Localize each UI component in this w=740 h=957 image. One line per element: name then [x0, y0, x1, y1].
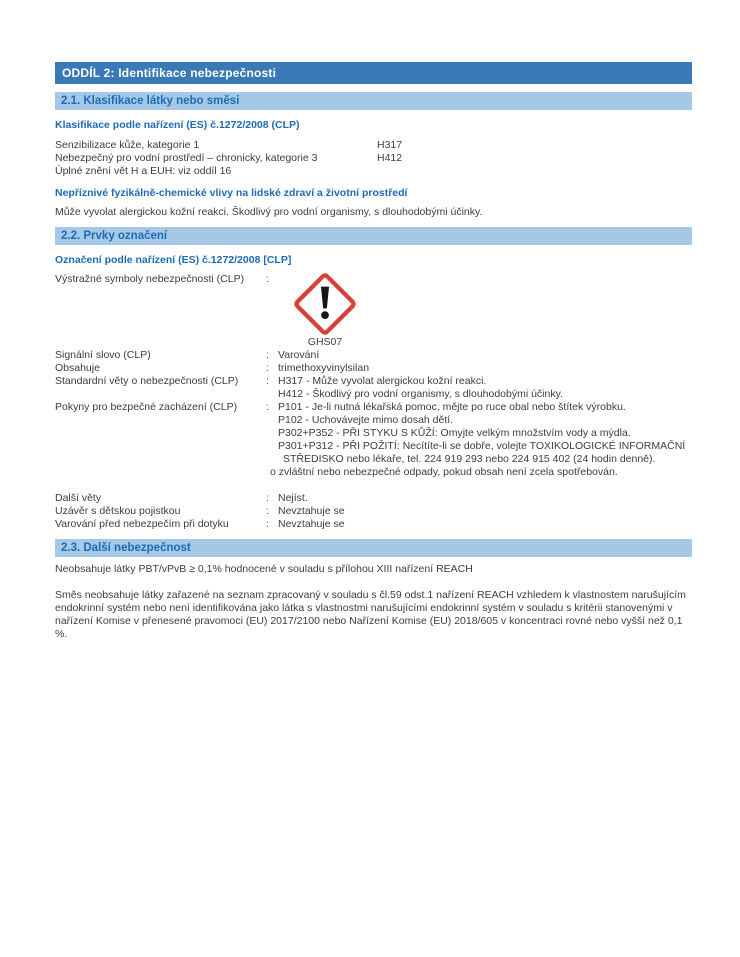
hazard-code: H412	[377, 152, 403, 164]
row-value: Varování	[278, 349, 320, 361]
pictogram-caption: GHS07	[307, 336, 343, 348]
row-label: Výstražné symboly nebezpečnosti (CLP)	[55, 273, 245, 285]
kv-row-other-phrases: Další věty : Nejíst.	[55, 492, 692, 505]
row-value: Nejíst.	[278, 492, 308, 504]
sds-section-2-content	[55, 62, 692, 641]
row-label: Varování před nebezpečím při dotyku	[55, 518, 229, 530]
pbt-statement: Neobsahuje látky PBT/vPvB ≥ 0,1% hodnocené v souladu s přílohou XIII nařízení REACH	[55, 563, 473, 575]
kv-row-contains: Obsahuje : trimethoxyvinylsilan	[55, 362, 692, 375]
adverse-effects-text: Může vyvolat alergickou kožní reakci. Škodlivý pro vodní organismy, s dlouhodobými účinky.	[55, 206, 483, 218]
adverse-effects-heading: Nepříznivé fyzikálně-chemické vlivy na lidské zdraví a životní prostředí	[55, 187, 408, 199]
classification-table	[55, 139, 692, 178]
ghs07-pictogram	[294, 273, 356, 349]
row-value: Nevztahuje se	[278, 505, 345, 517]
precautionary-statement-continued: STŘEDISKO nebo lékaře, tel. 224 919 293 nebo 224 915 402 (24 hodin denně).	[283, 453, 656, 465]
kv-row-signal-word: Signální slovo (CLP) : Varování	[55, 349, 692, 362]
hazard-statement: H412 - Škodlivý pro vodní organismy, s dlouhodobými účinky.	[278, 388, 563, 400]
kv-row-tactile-warning: Varování před nebezpečím při dotyku : Nevztahuje se	[55, 518, 692, 531]
kv-row-precautionary-statements: Pokyny pro bezpečné zacházení (CLP) : P101 - Je-li nutná lékařská pomoc, mějte po ruce obal nebo štítek výrobku. P102 - Uchovávejte mimo dosah dětí. P302+P352 - PŘI STYKU S KŮŽÍ: Omyjte velkým množstvím vody a mýdla. P301+P312 - PŘI POŽITÍ: Necítíte-li se dobře, volejte TOXIKOLOGICKÉ INFORMAČNÍ STŘEDISKO nebo lékaře, tel. 224 919 293 nebo 224 915 402 (24 hodin denně).	[55, 401, 692, 466]
exclamation-mark-pictogram-icon	[294, 273, 356, 335]
full-text-note: Úplné znění vět H a EUH: viz oddíl 16	[55, 165, 232, 177]
subsection-2-2-header: 2.2. Prvky označení	[55, 227, 692, 245]
row-label: Signální slovo (CLP)	[55, 349, 151, 361]
hazard-statement: H317 - Může vyvolat alergickou kožní reakci.	[278, 375, 487, 387]
precautionary-statement: P301+P312 - PŘI POŽITÍ: Necítíte-li se dobře, volejte TOXIKOLOGICKÉ INFORMAČNÍ	[278, 440, 686, 452]
subsection-2-1-header: 2.1. Klasifikace látky nebo směsi	[55, 92, 692, 110]
precautionary-statement: P101 - Je-li nutná lékařská pomoc, mějte po ruce obal nebo štítek výrobku.	[278, 401, 626, 413]
precautionary-statement: P302+P352 - PŘI STYKU S KŮŽÍ: Omyjte velkým množstvím vody a mýdla.	[278, 427, 631, 439]
kv-row-child-resistant-closure: Uzávěr s dětskou pojistkou : Nevztahuje se	[55, 505, 692, 518]
classification-heading: Klasifikace podle nařízení (ES) č.1272/2008 (CLP)	[55, 119, 300, 131]
row-value: trimethoxyvinylsilan	[278, 362, 370, 374]
waste-note: o zvláštní nebo nebezpečné odpady, pokud obsah není zcela spotřebován.	[270, 466, 618, 478]
classification-label: Senzibilizace kůže, kategorie 1	[55, 139, 200, 151]
row-label: Standardní věty o nebezpečnosti (CLP)	[55, 375, 239, 387]
row-label: Obsahuje	[55, 362, 100, 374]
table-row	[55, 139, 692, 152]
precautionary-statement: P102 - Uchovávejte mimo dosah dětí.	[278, 414, 454, 426]
kv-row-hazard-statements: Standardní věty o nebezpečnosti (CLP) : H317 - Může vyvolat alergickou kožní reakci. H412 - Škodlivý pro vodní organismy, s dlouhodobými účinky.	[55, 375, 692, 401]
spacer	[55, 479, 692, 492]
pictogram-row: Výstražné symboly nebezpečnosti (CLP) : GHS07	[55, 273, 692, 349]
row-label: Pokyny pro bezpečné zacházení (CLP)	[55, 401, 238, 413]
classification-label: Nebezpečný pro vodní prostředí – chronicky, kategorie 3	[55, 152, 318, 164]
row-label: Uzávěr s dětskou pojistkou	[55, 505, 181, 517]
row-label: Další věty	[55, 492, 102, 504]
table-row	[55, 152, 692, 165]
subsection-2-3-header: 2.3. Další nebezpečnost	[55, 539, 692, 557]
section-2-header: ODDÍL 2: Identifikace nebezpečnosti	[55, 62, 692, 84]
hazard-code: H317	[377, 139, 403, 151]
row-value: Nevztahuje se	[278, 518, 345, 530]
endocrine-paragraph: Směs neobsahuje látky zařazené na seznam zpracovaný v souladu s čl.59 odst.1 nařízení REACH vzhledem k vlastnostem narušujícím endokrinní systém nebo není identifikována jako látka s vlastnostmi narušujícími endokrinní systém v souladu s kritérii stanovenými v nařízení Komise v přenesené pravomoci (EU) 2017/2100 nebo Nařízení Komise (EU) 2018/605 v koncentraci rovné nebo vyšší než 0,1 %.	[55, 589, 686, 640]
labelling-heading: Označení podle nařízení (ES) č.1272/2008 [CLP]	[55, 254, 292, 266]
